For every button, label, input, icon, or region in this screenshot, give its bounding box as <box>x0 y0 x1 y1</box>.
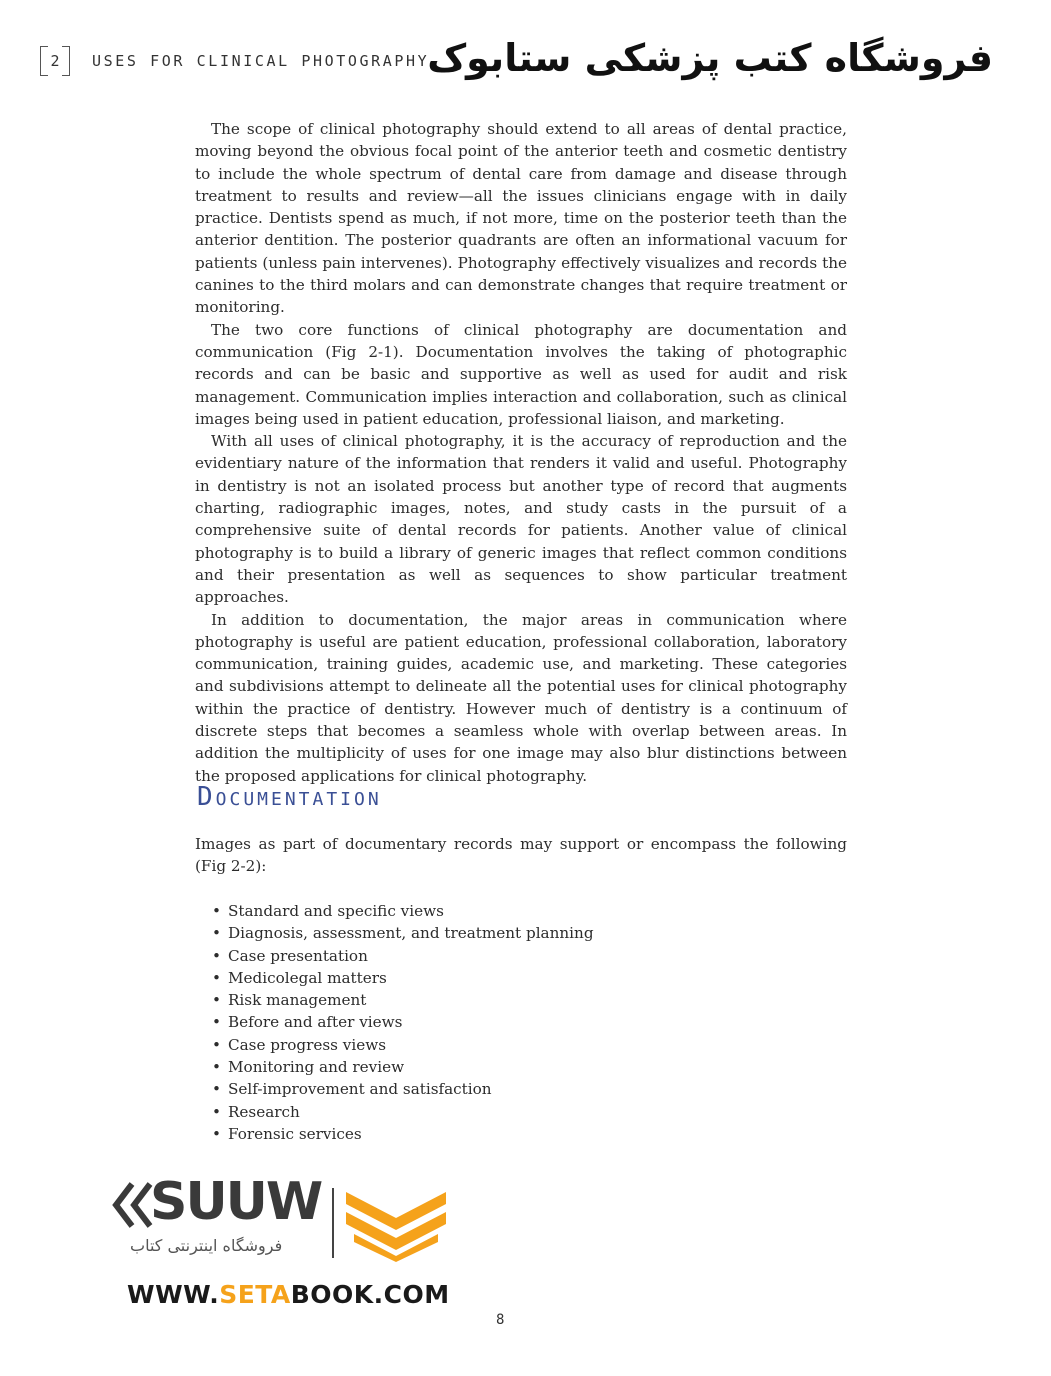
list-item-text: Risk management <box>228 991 367 1010</box>
bullet-icon: • <box>212 1035 221 1054</box>
list-item <box>212 1034 594 1056</box>
list-item-text: Monitoring and review <box>228 1058 405 1077</box>
paragraph-core-functions: The two core functions of clinical photography are documentation and communication (Fig 2-1). Documentation involves the taking of photographic records and can be basic and supportive as well as used for audit and risk management. Communication implies interaction and collaboration, such as clinical images being used in patient education, professional liaison, and marketing. <box>195 320 847 428</box>
bullet-icon: • <box>212 1013 221 1032</box>
bullet-icon: • <box>212 1102 221 1121</box>
list-item-text: Diagnosis, assessment, and treatment planning <box>228 924 594 943</box>
list-item-text: Case progress views <box>228 1035 387 1054</box>
site-url <box>127 1280 450 1309</box>
list-item-text: Case presentation <box>228 946 368 965</box>
list-item-text: Before and after views <box>228 1013 403 1032</box>
bullet-icon: • <box>212 968 221 987</box>
bullet-icon: • <box>212 946 221 965</box>
open-book-icon <box>346 1184 446 1262</box>
bullet-icon: • <box>212 924 221 943</box>
body-text <box>195 118 847 787</box>
section-title-documentation <box>197 782 382 812</box>
chapter-number: 2 <box>50 52 60 70</box>
paragraph-communication-areas: In addition to documentation, the major areas in communication where photography is useful are patient education, professional collaboration, laboratory communication, training guides, academic use, and marketing. These categories and subdivisions attempt to delineate all the potential uses for clinical photography within the practice of dentistry. However much of dentistry is a continuum of discrete steps that becomes a seamless whole with overlap between areas. In addition the multiplicity of uses for one image may also blur distinctions between the proposed applications for clinical photography. <box>195 610 847 785</box>
list-item <box>212 900 594 922</box>
list-item <box>212 967 594 989</box>
section-title-text: Documentation <box>197 782 382 812</box>
url-prefix: WWW. <box>127 1280 220 1309</box>
list-item <box>212 922 594 944</box>
bullet-icon: • <box>212 902 221 920</box>
list-item-text: Medicolegal matters <box>228 968 387 987</box>
list-item <box>212 945 594 967</box>
list-item-text: Research <box>228 1102 300 1121</box>
section-intro: Images as part of documentary records may support or encompass the following (Fig 2-2): <box>195 835 847 876</box>
list-item <box>212 1078 594 1100</box>
url-suffix: BOOK.COM <box>290 1280 450 1309</box>
paragraph-scope: The scope of clinical photography should extend to all areas of dental practice, moving beyond the obvious focal point of the anterior teeth and cosmetic dentistry to include the whole spectrum of dental care from damage and disease through treatment to results and review—all the issues clinicians engage with in daily practice. Dentists spend as much, if not more, time on the posterior teeth than the anterior dentition. The posterior quadrants are often an informational vacuum for patients (unless pain intervenes). Photography effectively visualizes and records the canines to the third molars and can demonstrate changes that require treatment or monitoring. <box>195 120 847 317</box>
list-item-text: Forensic services <box>228 1124 362 1143</box>
bullet-icon: • <box>212 1080 221 1099</box>
page-header <box>0 0 1051 100</box>
running-head: USES FOR CLINICAL PHOTOGRAPHY <box>92 52 430 70</box>
logo-tagline: فروشگاه اینترنتی کتاب <box>130 1236 283 1255</box>
bullet-icon: • <box>212 1124 221 1143</box>
list-item <box>212 1056 594 1078</box>
list-item <box>212 1123 594 1145</box>
chapter-number-box <box>40 46 70 76</box>
documentation-list <box>212 900 594 1145</box>
url-accent: SETA <box>219 1280 291 1309</box>
list-item <box>212 1101 594 1123</box>
bullet-icon: • <box>212 991 221 1010</box>
list-item-text: Standard and specific views <box>228 902 444 920</box>
paragraph-accuracy: With all uses of clinical photography, it is the accuracy of reproduction and the evidentiary nature of the information that renders it valid and useful. Photography in dentistry is not an isolated process but another type of record that augments charting, radiographic images, notes, and study casts in the pursuit of a comprehensive suite of dental records for patients. Another value of clinical photography is to build a library of generic images that reflect common conditions and their presentation as well as sequences to show particular treatment approaches. <box>195 432 847 607</box>
store-banner: فروشگاه کتب پزشکی ستابوک <box>427 36 993 80</box>
list-item-text: Self-improvement and satisfaction <box>228 1080 492 1099</box>
bullet-icon: • <box>212 1058 221 1077</box>
list-item <box>212 989 594 1011</box>
logo-divider <box>332 1188 334 1258</box>
logo-wordmark: SUUW <box>150 1172 322 1232</box>
list-item <box>212 1011 594 1033</box>
page-number: 8 <box>496 1312 505 1328</box>
